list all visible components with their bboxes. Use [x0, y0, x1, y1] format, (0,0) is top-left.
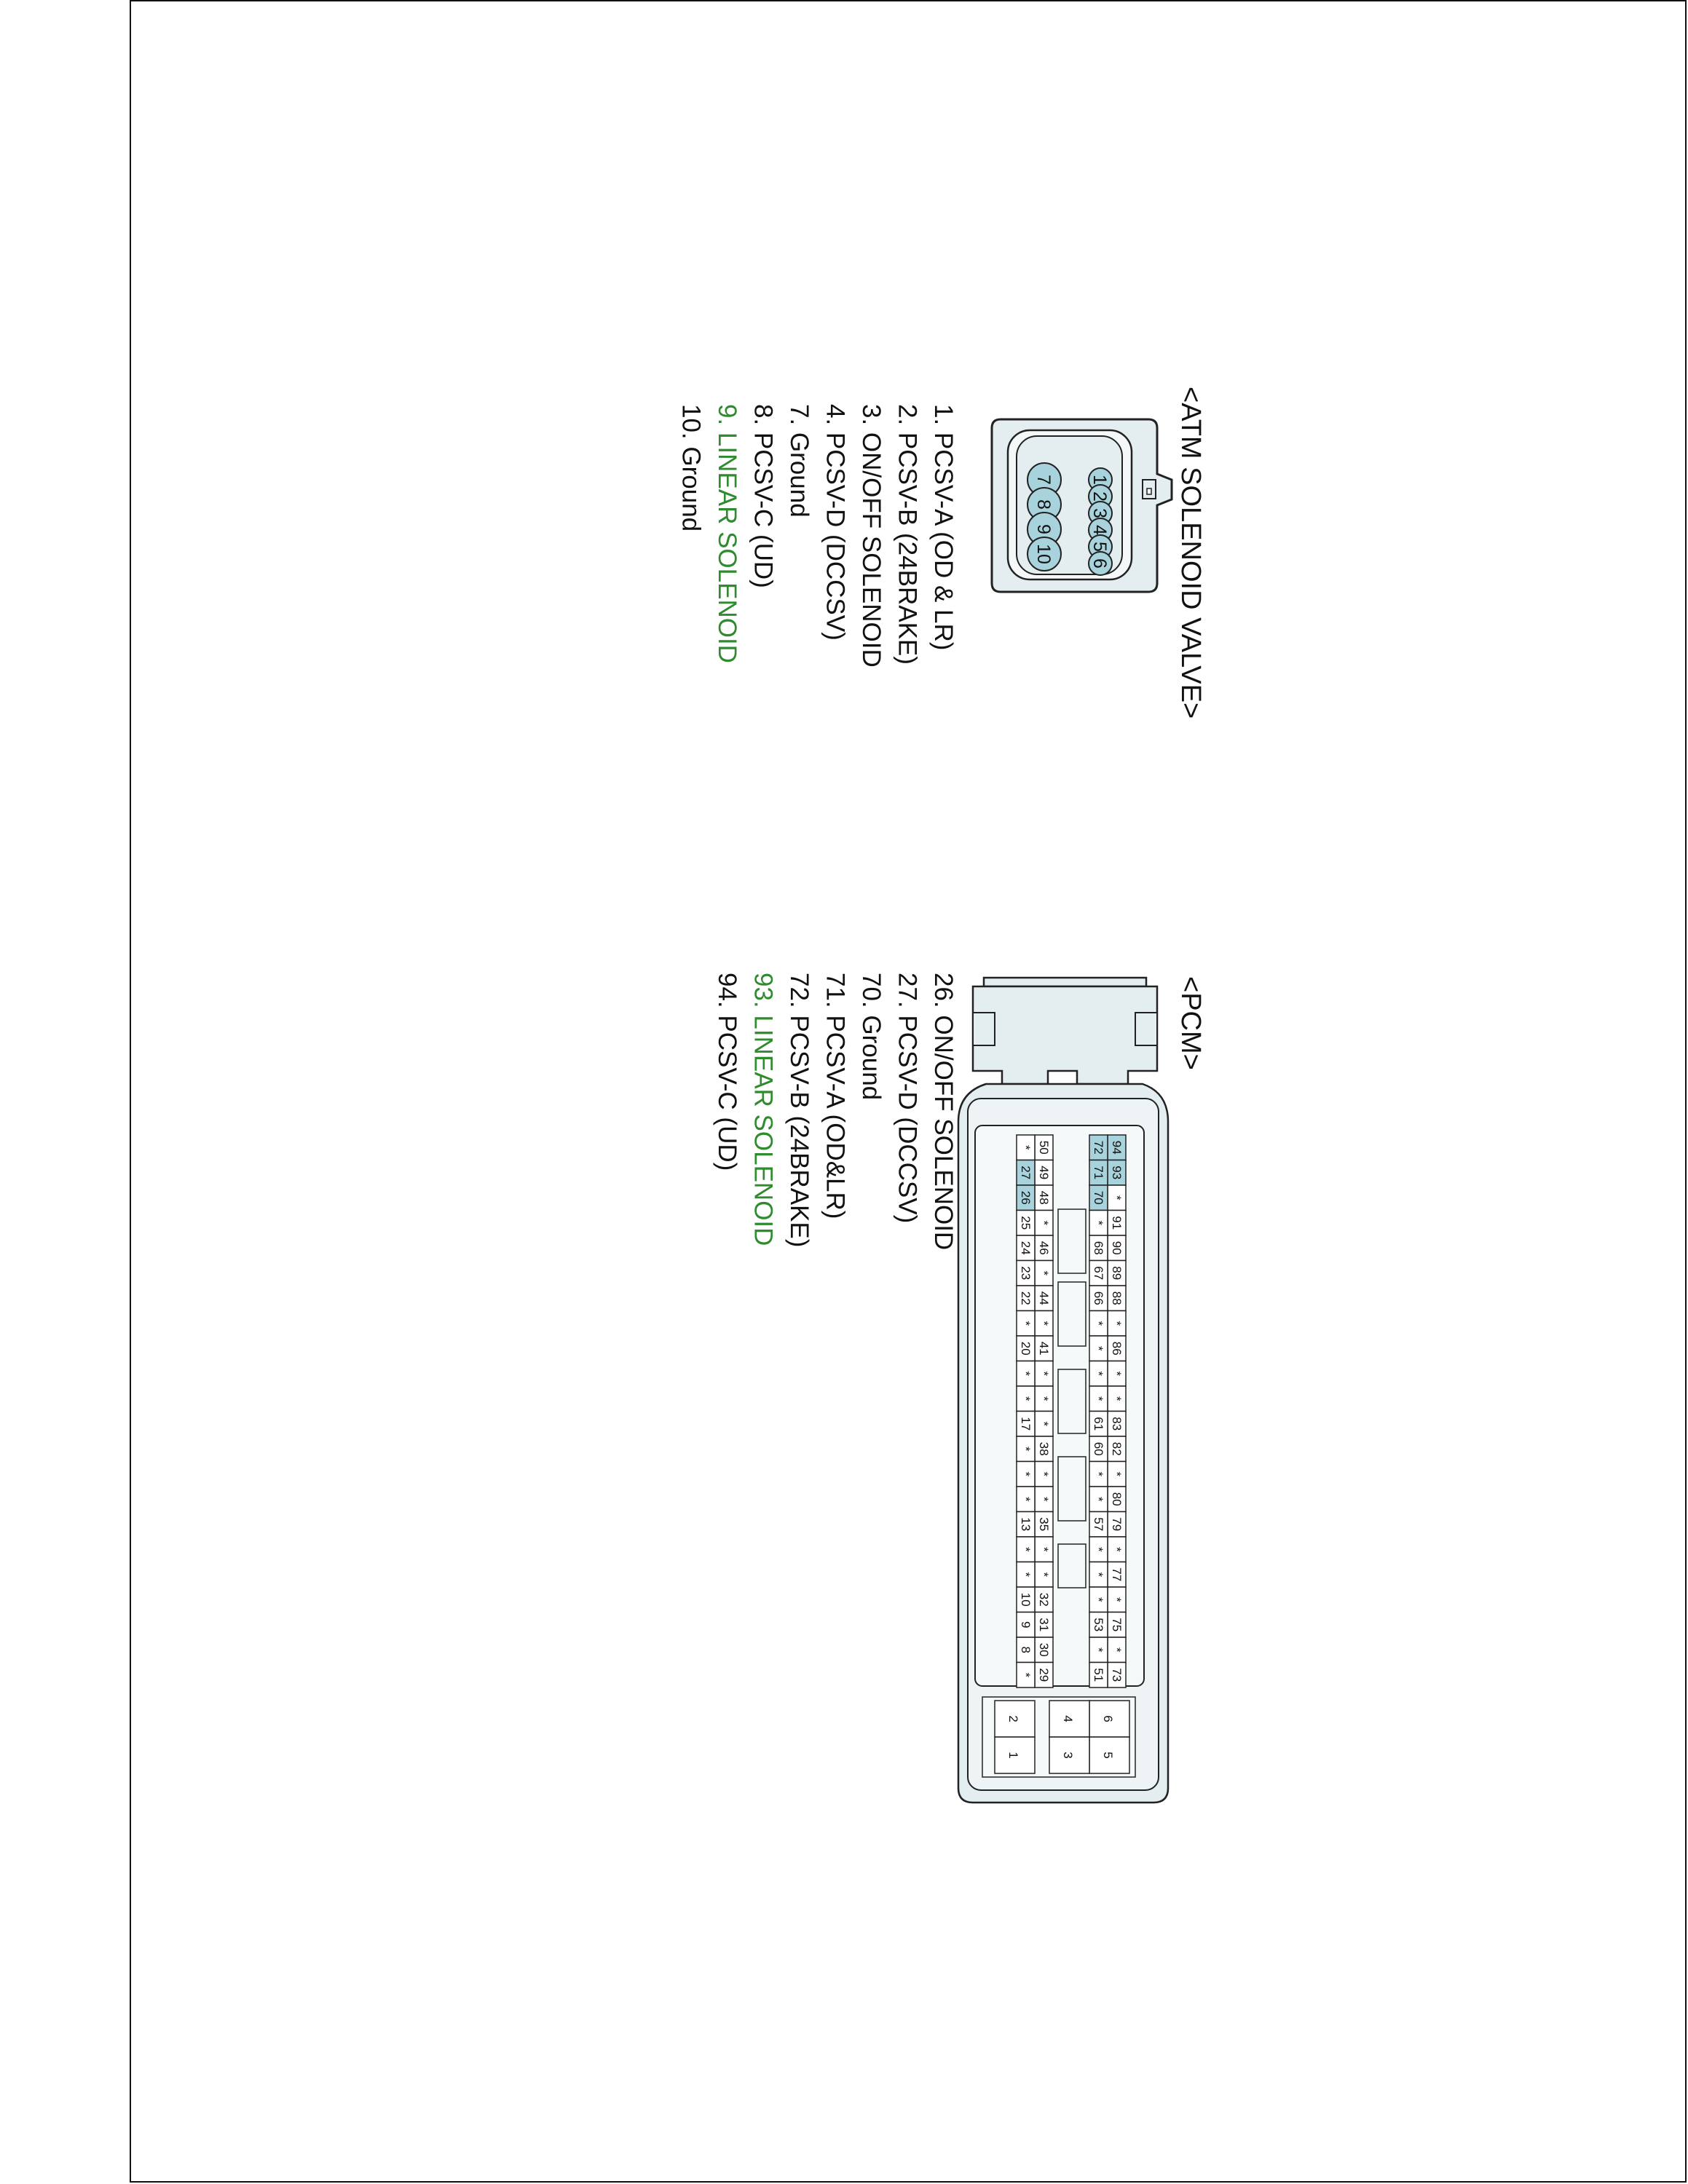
pcm-aux-pin-number: 2 [1006, 1715, 1020, 1722]
pcm-pin-number: * [1110, 1396, 1124, 1401]
pcm-pin-number: 67 [1092, 1266, 1105, 1281]
pcm-pin-number: 31 [1037, 1618, 1051, 1632]
atm-pin-label: 2. PCSV-B (24BRAKE) [893, 404, 922, 665]
pcm-pin-number: 82 [1110, 1441, 1124, 1456]
pcm-pin-number: 49 [1037, 1166, 1051, 1180]
pcm-pin-number: * [1092, 1345, 1105, 1351]
pcm-pin-number: * [1037, 1471, 1051, 1477]
pcm-pin-number: 48 [1037, 1190, 1051, 1205]
pcm-pin-number: 30 [1037, 1642, 1051, 1657]
pcm-pin-number: 8 [1019, 1646, 1033, 1653]
pcm-pin-number: 22 [1019, 1291, 1033, 1305]
pcm-pin-number: * [1092, 1396, 1105, 1401]
pcm-pin-number: * [1092, 1371, 1105, 1377]
pcm-pin-number: 50 [1037, 1140, 1051, 1155]
pcm-pin-number: * [1037, 1371, 1051, 1377]
atm-pin-label: 10. Ground [677, 404, 706, 532]
pcm-pin-number: 29 [1037, 1668, 1051, 1682]
atm-solenoid-connector [992, 419, 1172, 592]
atm-pin-number: 3 [1089, 508, 1110, 518]
pcm-pin-number: * [1019, 1496, 1033, 1502]
pcm-pin-number: * [1092, 1546, 1105, 1552]
pcm-aux-pin-number: 6 [1101, 1715, 1115, 1722]
pcm-pin-number: * [1019, 1471, 1033, 1477]
pcm-pin-number: 86 [1110, 1341, 1124, 1356]
pcm-aux-pin-number: 4 [1061, 1715, 1075, 1722]
pcm-pin-label: 70. Ground [857, 973, 886, 1101]
pcm-pin-number: 93 [1110, 1166, 1124, 1180]
pcm-pin-number: 91 [1110, 1216, 1124, 1230]
pcm-pin-number: * [1019, 1672, 1033, 1678]
pcm-pin-number: 46 [1037, 1241, 1051, 1255]
atm-pin-label: 4. PCSV-D (DCCSV) [821, 404, 850, 641]
atm-pin-number: 9 [1033, 524, 1054, 534]
pcm-pin-label: 71. PCSV-A (OD&LR) [821, 973, 850, 1219]
pcm-pin-number: * [1037, 1421, 1051, 1427]
pcm-pin-number: 88 [1110, 1291, 1124, 1305]
pcm-pin-number: 70 [1092, 1190, 1105, 1205]
pcm-pin-number: 35 [1037, 1517, 1051, 1532]
atm-pin-number: 2 [1089, 491, 1110, 502]
pcm-key-slot [1058, 1544, 1086, 1588]
pcm-pin-number: 32 [1037, 1592, 1051, 1607]
pcm-pin-number: * [1110, 1195, 1124, 1200]
pcm-key-slot [1058, 1457, 1086, 1521]
pcm-pin-number: 17 [1019, 1417, 1033, 1431]
pcm-pin-number: 26 [1019, 1190, 1033, 1205]
pcm-connector [958, 978, 1168, 1803]
pcm-pin-number: 13 [1019, 1517, 1033, 1532]
pcm-pin-number: 38 [1037, 1441, 1051, 1456]
atm-pin-number: 7 [1033, 475, 1054, 485]
pcm-pin-number: * [1092, 1321, 1105, 1326]
atm-pin-number: 6 [1089, 558, 1110, 569]
pcm-pin-number: 77 [1110, 1567, 1124, 1582]
pcm-pin-label: 72. PCSV-B (24BRAKE) [785, 973, 813, 1248]
pcm-pin-number: * [1037, 1220, 1051, 1226]
pcm-key-slot [1058, 1369, 1086, 1433]
pcm-aux-pin-number: 1 [1006, 1752, 1020, 1759]
pcm-pin-number: 10 [1019, 1592, 1033, 1607]
pcm-key-slot [1058, 1209, 1086, 1273]
pcm-pin-number: 94 [1110, 1140, 1124, 1155]
atm-pin-label: 7. Ground [785, 404, 813, 518]
atm-solenoid-title: <ATM SOLENOID VALVE> [1175, 387, 1206, 719]
pcm-pin-number: 53 [1092, 1618, 1105, 1632]
pcm-pin-label: 93. LINEAR SOLENOID [749, 973, 778, 1246]
pcm-pin-number: 23 [1019, 1266, 1033, 1281]
pcm-pin-number: * [1019, 1396, 1033, 1401]
pcm-pin-number: * [1110, 1647, 1124, 1653]
atm-pin-label: 8. PCSV-C (UD) [749, 404, 778, 588]
pcm-pin-number: 44 [1037, 1291, 1051, 1305]
pcm-pin-number: 20 [1019, 1341, 1033, 1356]
pcm-pin-number: * [1019, 1371, 1033, 1377]
pcm-pin-number: * [1110, 1546, 1124, 1552]
pcm-pin-label: 94. PCSV-C (UD) [713, 973, 741, 1171]
pcm-pin-number: 89 [1110, 1266, 1124, 1281]
atm-pin-number: 1 [1089, 475, 1110, 485]
pcm-pin-number: * [1037, 1396, 1051, 1401]
pcm-pin-number: 71 [1092, 1166, 1105, 1180]
pcm-pin-number: 79 [1110, 1517, 1124, 1532]
pcm-pin-number: * [1110, 1471, 1124, 1477]
pcm-pin-label: 26. ON/OFF SOLENOID [929, 973, 958, 1251]
pcm-pin-number: 83 [1110, 1417, 1124, 1431]
pcm-pin-number: * [1110, 1371, 1124, 1377]
pcm-pin-number: 41 [1037, 1341, 1051, 1356]
pcm-title: <PCM> [1175, 976, 1206, 1070]
atm-pin-label: 1. PCSV-A (OD & LR) [929, 404, 958, 651]
atm-pin-label: 3. ON/OFF SOLENOID [857, 404, 886, 668]
pcm-pin-number: * [1110, 1321, 1124, 1326]
pcm-pin-number: * [1037, 1546, 1051, 1552]
pcm-pin-number: * [1019, 1572, 1033, 1578]
pcm-pin-number: 72 [1092, 1140, 1105, 1155]
pcm-pin-number: * [1019, 1321, 1033, 1326]
pcm-pin-number: 90 [1110, 1241, 1124, 1255]
atm-pin-label: 9. LINEAR SOLENOID [713, 404, 741, 663]
pcm-pin-number: * [1092, 1496, 1105, 1502]
pcm-pin-number: 57 [1092, 1517, 1105, 1532]
pcm-pin-number: * [1092, 1572, 1105, 1578]
pcm-pin-number: * [1037, 1572, 1051, 1578]
pcm-pin-number: 9 [1019, 1621, 1033, 1629]
pcm-key-slot [1058, 1282, 1086, 1346]
pcm-pin-number: 25 [1019, 1216, 1033, 1230]
pcm-pin-number: * [1037, 1496, 1051, 1502]
pcm-pin-number: 24 [1019, 1241, 1033, 1255]
pcm-pin-number: 73 [1110, 1668, 1124, 1682]
pcm-pin-number: * [1092, 1471, 1105, 1477]
pcm-aux-pin-number: 5 [1101, 1752, 1115, 1759]
atm-pin-number: 8 [1033, 499, 1054, 510]
pcm-pin-number: * [1037, 1270, 1051, 1276]
pcm-pin-number: * [1092, 1647, 1105, 1653]
pcm-pin-label: 27. PCSV-D (DCCSV) [893, 973, 922, 1224]
pcm-pin-number: 66 [1092, 1291, 1105, 1305]
atm-pin-number: 10 [1033, 544, 1054, 564]
pcm-pin-number: * [1019, 1144, 1033, 1150]
atm-pin-number: 5 [1089, 542, 1110, 552]
pcm-pin-number: 27 [1019, 1166, 1033, 1180]
pcm-pin-number: * [1019, 1546, 1033, 1552]
pcm-pin-number: 68 [1092, 1241, 1105, 1255]
pcm-pin-number: * [1092, 1220, 1105, 1226]
pcm-pin-number: * [1092, 1597, 1105, 1602]
atm-pin-number: 4 [1089, 525, 1110, 535]
pcm-pin-number: 75 [1110, 1618, 1124, 1632]
pcm-pin-number: * [1019, 1446, 1033, 1452]
pcm-pin-number: 60 [1092, 1441, 1105, 1456]
pcm-pin-number: * [1037, 1321, 1051, 1326]
pcm-aux-pin-number: 3 [1061, 1752, 1075, 1759]
pcm-pin-number: * [1110, 1597, 1124, 1602]
pcm-pin-number: 61 [1092, 1417, 1105, 1431]
pcm-pin-number: 51 [1092, 1668, 1105, 1682]
pcm-pin-number: 80 [1110, 1492, 1124, 1506]
